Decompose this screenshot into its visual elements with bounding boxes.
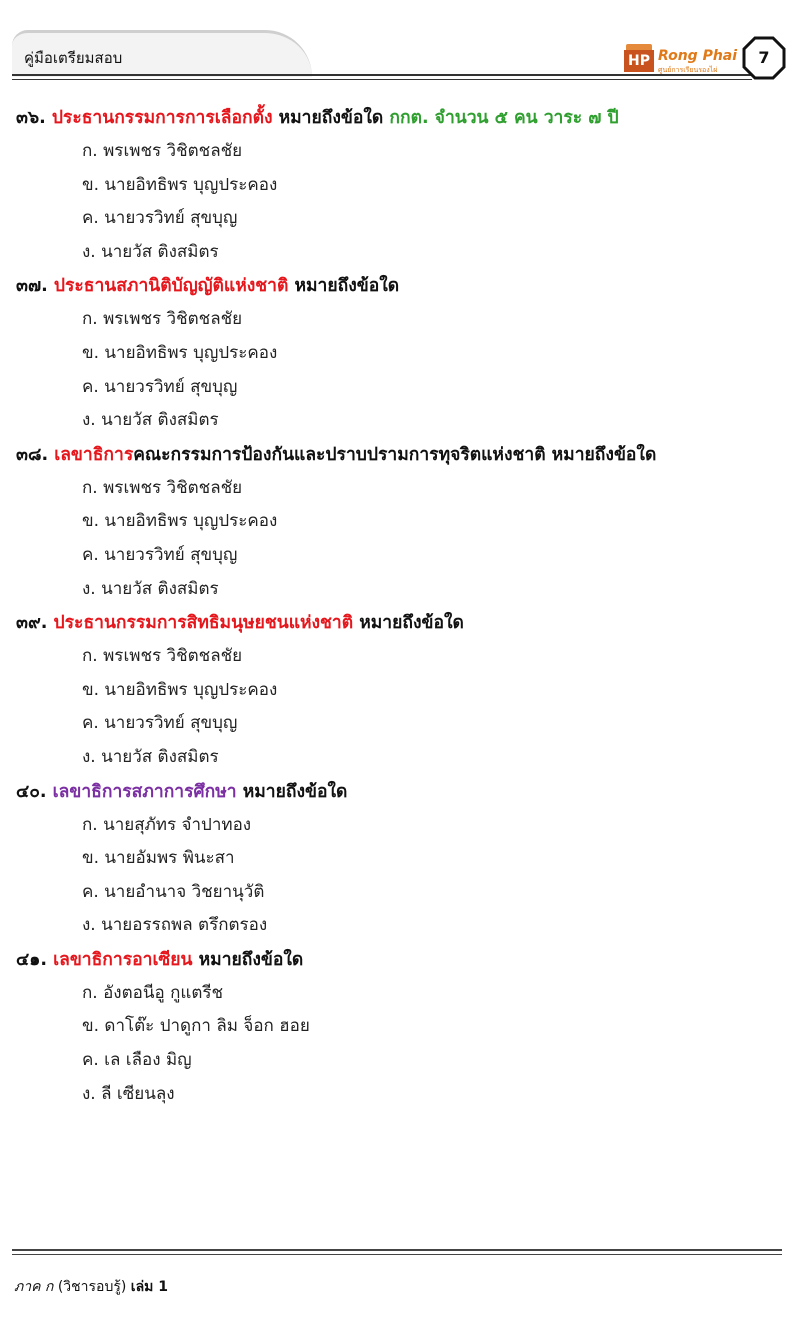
answer-option: ก. อังตอนีอู กูแตรีช xyxy=(82,982,224,1003)
answer-option: ข. นายอัมพร พินะสา xyxy=(82,848,235,869)
rong-phai-logo xyxy=(624,44,740,74)
answer-option: ง. นายวัส ติงสมิตร xyxy=(82,410,219,431)
question-stem xyxy=(16,775,786,809)
footer-subject: (วิชารอบรู้) xyxy=(53,1279,131,1295)
logo-text: Rong Phai xyxy=(658,48,738,64)
answer-option: ง. นายวัส ติงสมิตร xyxy=(82,241,219,262)
logo-subtext: ศูนย์การเรียนรองไผ่ xyxy=(658,66,718,74)
answer-option: ค. นายวรวิทย์ สุขบุญ xyxy=(82,713,238,734)
question-number: ๔๑. xyxy=(16,949,48,970)
answer-option: ค. นายวรวิทย์ สุขบุญ xyxy=(82,544,238,565)
question-text-part: ประธานกรรมการการเลือกตั้ง xyxy=(51,108,273,128)
footer-volume: เล่ม 1 xyxy=(130,1279,168,1295)
answer-option: ง. นายวัส ติงสมิตร xyxy=(82,578,219,599)
question-text-part: เลขาธิการอาเซียน xyxy=(53,949,193,970)
answer-option: ก. พรเพชร วิชิตชลชัย xyxy=(82,309,243,330)
answer-option: ก. นายสุภัทร จำปาทอง xyxy=(82,814,252,835)
answer-option: ค. นายวรวิทย์ สุขบุญ xyxy=(82,208,238,229)
answer-option: ก. พรเพชร วิชิตชลชัย xyxy=(82,646,243,667)
page-header xyxy=(0,0,800,90)
question-stem xyxy=(16,101,786,135)
answer-option: ข. นายอิทธิพร บุญประคอง xyxy=(82,342,278,363)
question-text-part: หมายถึงข้อใด xyxy=(192,949,304,970)
question-number: ๓๖. xyxy=(16,108,46,128)
question-text-part: เลขาธิการสภาการศึกษา xyxy=(52,781,237,802)
question-text-part: ประธานกรรมการสิทธิมนุษยชนแห่งชาติ xyxy=(53,613,354,634)
question-number: ๓๗. xyxy=(16,276,48,297)
question-stem xyxy=(16,269,786,303)
answer-option: ข. นายอิทธิพร บุญประคอง xyxy=(82,511,278,532)
footer-divider-thin xyxy=(12,1254,782,1255)
header-title: คู่มือเตรียมสอบ xyxy=(24,49,123,67)
answer-option: ค. เล เลือง มิญ xyxy=(82,1050,192,1071)
question-number: ๔๐. xyxy=(16,781,47,802)
question-stem xyxy=(16,438,786,472)
header-divider xyxy=(12,74,752,76)
answer-option: ง. ลี เซียนลุง xyxy=(82,1083,175,1104)
answer-option: ข. นายอิทธิพร บุญประคอง xyxy=(82,679,278,700)
answer-option: ค. นายอำนาจ วิชยานุวัติ xyxy=(82,881,265,902)
page-footer xyxy=(14,1276,168,1298)
question-text-part: หมายถึงข้อใด xyxy=(288,276,400,297)
question-text-part: หมายถึงข้อใด xyxy=(353,613,464,634)
answer-option: ค. นายวรวิทย์ สุขบุญ xyxy=(82,376,238,397)
question-text-part: เลขาธิการ xyxy=(54,444,134,465)
answer-option: ข. ดาโต๊ะ ปาดูกา ลิม จ็อก ฮอย xyxy=(82,1016,310,1037)
page-number: 7 xyxy=(758,48,770,67)
question-stem xyxy=(16,606,786,640)
question-number: ๓๘. xyxy=(16,444,49,465)
question-list xyxy=(16,101,786,1111)
answer-option: ง. นายวัส ติงสมิตร xyxy=(82,746,219,767)
header-divider-thin xyxy=(12,79,752,80)
question-text-part: หมายถึงข้อใด xyxy=(236,781,348,802)
question-number: ๓๙. xyxy=(16,613,48,634)
logo-mark: HP xyxy=(624,50,654,72)
question-text-part: คณะกรรมการป้องกันและปราบปรามการทุจริตแห่งชาติ หมายถึงข้อใด xyxy=(133,444,657,465)
answer-option: ข. นายอิทธิพร บุญประคอง xyxy=(82,174,278,195)
question-text-part: หมายถึงข้อใด xyxy=(272,108,390,128)
answer-option: ง. นายอรรถพล ตรึกตรอง xyxy=(82,915,268,936)
footer-part-label: ภาค ก xyxy=(14,1279,54,1295)
question-stem xyxy=(16,943,786,977)
footer-divider xyxy=(12,1249,782,1251)
question-text-part: ประธานสภานิติบัญญัติแห่งชาติ xyxy=(53,276,289,297)
answer-option: ก. พรเพชร วิชิตชลชัย xyxy=(82,141,243,161)
question-text-part: กกต. จำนวน ๕ คน วาระ ๗ ปี xyxy=(389,108,619,128)
answer-option: ก. พรเพชร วิชิตชลชัย xyxy=(82,477,243,498)
page-number-badge xyxy=(742,36,786,80)
